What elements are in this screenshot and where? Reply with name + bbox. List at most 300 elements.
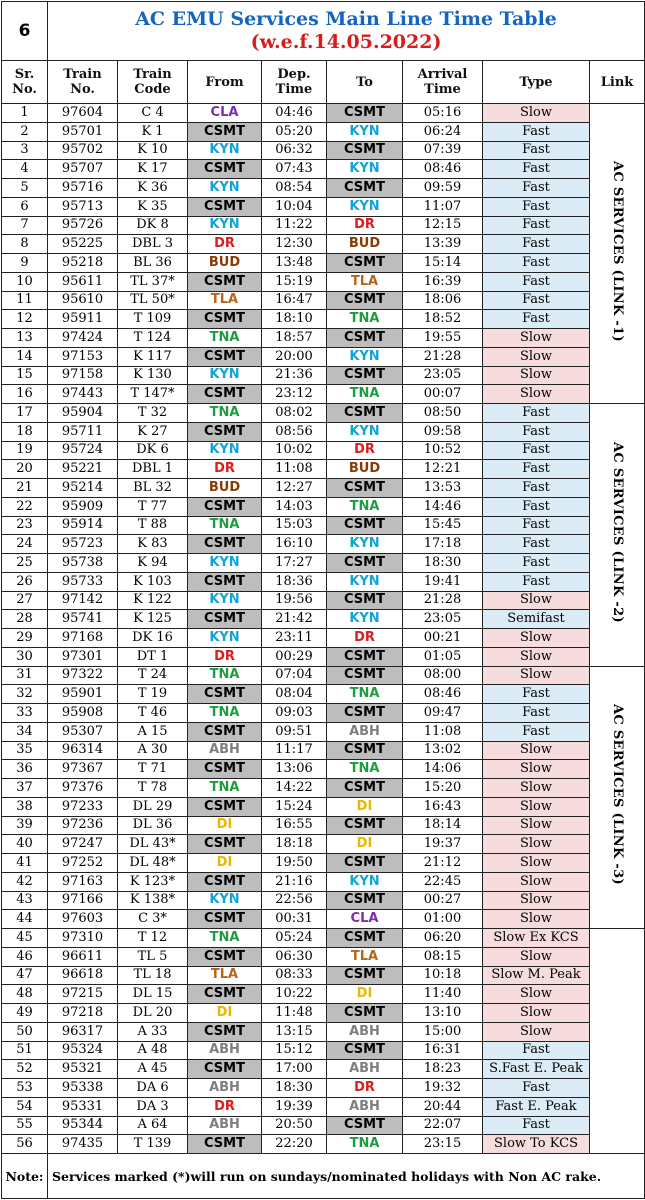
to-station-cell: TNA	[327, 385, 403, 404]
from-station-cell: TNA	[188, 516, 262, 535]
train-no-cell: 95716	[48, 179, 118, 198]
dep-time-cell: 13:48	[262, 254, 327, 273]
type-cell: Fast	[483, 535, 590, 554]
arrival-time-cell: 00:27	[403, 891, 483, 910]
to-station-cell: CSMT	[327, 704, 403, 723]
train-no-cell: 95909	[48, 497, 118, 516]
train-code-cell: DK 6	[118, 441, 188, 460]
link-group-cell	[590, 104, 645, 404]
from-station-cell: ABH	[188, 1116, 262, 1135]
from-station-cell: ABH	[188, 1079, 262, 1098]
sr-no-cell: 19	[2, 441, 48, 460]
dep-time-cell: 06:32	[262, 141, 327, 160]
train-code-cell: TL 18	[118, 966, 188, 985]
train-code-cell: K 138*	[118, 891, 188, 910]
table-row	[2, 685, 645, 704]
from-station-cell: DI	[188, 1004, 262, 1023]
from-station-cell: CSMT	[188, 797, 262, 816]
type-cell: Fast	[483, 460, 590, 479]
to-station-cell: CSMT	[327, 929, 403, 948]
train-no-cell: 95344	[48, 1116, 118, 1135]
page-number: 6	[2, 2, 48, 61]
to-station-cell: CLA	[327, 910, 403, 929]
from-station-cell: CSMT	[188, 872, 262, 891]
train-no-cell: 97367	[48, 760, 118, 779]
table-row	[2, 366, 645, 385]
train-code-cell: DL 48*	[118, 854, 188, 873]
arrival-time-cell: 08:15	[403, 947, 483, 966]
train-code-cell: K 1	[118, 122, 188, 141]
table-row	[2, 479, 645, 498]
type-cell: Fast	[483, 272, 590, 291]
table-row	[2, 1004, 645, 1023]
timetable	[1, 1, 645, 1199]
dep-time-cell: 20:50	[262, 1116, 327, 1135]
arrival-time-cell: 22:45	[403, 872, 483, 891]
table-row	[2, 1097, 645, 1116]
from-station-cell: ABH	[188, 1041, 262, 1060]
type-cell: Fast	[483, 404, 590, 423]
dep-time-cell: 08:54	[262, 179, 327, 198]
header-sr-no: Sr. No.	[2, 61, 48, 104]
table-row	[2, 254, 645, 273]
arrival-time-cell: 13:02	[403, 741, 483, 760]
train-no-cell: 95733	[48, 572, 118, 591]
train-no-cell: 97376	[48, 779, 118, 798]
to-station-cell: CSMT	[327, 816, 403, 835]
type-cell: Fast	[483, 572, 590, 591]
dep-time-cell: 00:31	[262, 910, 327, 929]
arrival-time-cell: 00:21	[403, 629, 483, 648]
table-row	[2, 422, 645, 441]
to-station-cell: KYN	[327, 572, 403, 591]
from-station-cell: DI	[188, 816, 262, 835]
arrival-time-cell: 09:59	[403, 179, 483, 198]
from-station-cell: KYN	[188, 141, 262, 160]
type-cell: Fast	[483, 141, 590, 160]
type-cell: Slow	[483, 891, 590, 910]
train-code-cell: A 30	[118, 741, 188, 760]
train-code-cell: K 27	[118, 422, 188, 441]
arrival-time-cell: 12:21	[403, 460, 483, 479]
train-code-cell: T 24	[118, 666, 188, 685]
type-cell: Fast	[483, 685, 590, 704]
arrival-time-cell: 22:07	[403, 1116, 483, 1135]
title-cell	[48, 2, 645, 61]
to-station-cell: KYN	[327, 872, 403, 891]
from-station-cell: BUD	[188, 254, 262, 273]
to-station-cell: CSMT	[327, 779, 403, 798]
arrival-time-cell: 08:50	[403, 404, 483, 423]
train-code-cell: DBL 1	[118, 460, 188, 479]
type-cell: Slow	[483, 104, 590, 123]
to-station-cell: CSMT	[327, 254, 403, 273]
dep-time-cell: 21:36	[262, 366, 327, 385]
train-no-cell: 95221	[48, 460, 118, 479]
to-station-cell: TNA	[327, 310, 403, 329]
dep-time-cell: 11:22	[262, 216, 327, 235]
to-station-cell: TNA	[327, 685, 403, 704]
sr-no-cell: 27	[2, 591, 48, 610]
dep-time-cell: 09:03	[262, 704, 327, 723]
arrival-time-cell: 16:39	[403, 272, 483, 291]
sr-no-cell: 38	[2, 797, 48, 816]
train-code-cell: DK 16	[118, 629, 188, 648]
from-station-cell: CSMT	[188, 1135, 262, 1154]
table-row	[2, 704, 645, 723]
sr-no-cell: 29	[2, 629, 48, 648]
table-row	[2, 629, 645, 648]
train-code-cell: A 64	[118, 1116, 188, 1135]
type-cell: Fast	[483, 722, 590, 741]
from-station-cell: CSMT	[188, 385, 262, 404]
header-type: Type	[483, 61, 590, 104]
to-station-cell: KYN	[327, 535, 403, 554]
train-no-cell: 97322	[48, 666, 118, 685]
dep-time-cell: 00:29	[262, 647, 327, 666]
dep-time-cell: 16:47	[262, 291, 327, 310]
link-group-label: AC SERVICES (LINK -1)	[610, 160, 626, 342]
from-station-cell: CSMT	[188, 985, 262, 1004]
header-from: From	[188, 61, 262, 104]
train-no-cell: 97301	[48, 647, 118, 666]
from-station-cell: CSMT	[188, 160, 262, 179]
from-station-cell: CSMT	[188, 272, 262, 291]
to-station-cell: DR	[327, 441, 403, 460]
dep-time-cell: 07:43	[262, 160, 327, 179]
type-cell: Slow	[483, 1004, 590, 1023]
from-station-cell: DR	[188, 1097, 262, 1116]
from-station-cell: DI	[188, 854, 262, 873]
table-row	[2, 404, 645, 423]
from-station-cell: CSMT	[188, 610, 262, 629]
from-station-cell: TNA	[188, 779, 262, 798]
sr-no-cell: 53	[2, 1079, 48, 1098]
dep-time-cell: 11:48	[262, 1004, 327, 1023]
sr-no-cell: 7	[2, 216, 48, 235]
table-row	[2, 947, 645, 966]
dep-time-cell: 16:10	[262, 535, 327, 554]
sr-no-cell: 35	[2, 741, 48, 760]
train-code-cell: DL 15	[118, 985, 188, 1004]
dep-time-cell: 11:08	[262, 460, 327, 479]
to-station-cell: TLA	[327, 947, 403, 966]
train-code-cell: TL 5	[118, 947, 188, 966]
to-station-cell: BUD	[327, 235, 403, 254]
page-subtitle: (w.e.f.14.05.2022)	[250, 31, 442, 53]
train-code-cell: DBL 3	[118, 235, 188, 254]
from-station-cell: KYN	[188, 891, 262, 910]
dep-time-cell: 13:06	[262, 760, 327, 779]
arrival-time-cell: 08:46	[403, 685, 483, 704]
arrival-time-cell: 08:46	[403, 160, 483, 179]
note-row	[2, 1154, 645, 1199]
dep-time-cell: 13:15	[262, 1022, 327, 1041]
sr-no-cell: 14	[2, 347, 48, 366]
type-cell: Fast	[483, 1041, 590, 1060]
to-station-cell: KYN	[327, 197, 403, 216]
table-row	[2, 516, 645, 535]
sr-no-cell: 45	[2, 929, 48, 948]
table-row	[2, 441, 645, 460]
train-no-cell: 95724	[48, 441, 118, 460]
to-station-cell: KYN	[327, 422, 403, 441]
train-no-cell: 97310	[48, 929, 118, 948]
train-no-cell: 96317	[48, 1022, 118, 1041]
arrival-time-cell: 14:46	[403, 497, 483, 516]
table-row	[2, 310, 645, 329]
table-row	[2, 610, 645, 629]
table-row	[2, 929, 645, 948]
arrival-time-cell: 10:52	[403, 441, 483, 460]
train-code-cell: T 88	[118, 516, 188, 535]
header-to: To	[327, 61, 403, 104]
to-station-cell: KYN	[327, 610, 403, 629]
to-station-cell: TNA	[327, 1135, 403, 1154]
sr-no-cell: 43	[2, 891, 48, 910]
arrival-time-cell: 18:30	[403, 554, 483, 573]
to-station-cell: CSMT	[327, 1004, 403, 1023]
to-station-cell: TNA	[327, 760, 403, 779]
type-cell: Slow	[483, 797, 590, 816]
dep-time-cell: 17:27	[262, 554, 327, 573]
table-row	[2, 797, 645, 816]
arrival-time-cell: 21:28	[403, 591, 483, 610]
sr-no-cell: 42	[2, 872, 48, 891]
sr-no-cell: 16	[2, 385, 48, 404]
sr-no-cell: 31	[2, 666, 48, 685]
to-station-cell: CSMT	[327, 291, 403, 310]
train-no-cell: 95726	[48, 216, 118, 235]
type-cell: Fast	[483, 441, 590, 460]
type-cell: Slow	[483, 910, 590, 929]
to-station-cell: CSMT	[327, 1116, 403, 1135]
dep-time-cell: 18:10	[262, 310, 327, 329]
table-row	[2, 535, 645, 554]
from-station-cell: TNA	[188, 704, 262, 723]
to-station-cell: TNA	[327, 497, 403, 516]
dep-time-cell: 23:11	[262, 629, 327, 648]
table-row	[2, 1135, 645, 1154]
dep-time-cell: 19:39	[262, 1097, 327, 1116]
dep-time-cell: 12:30	[262, 235, 327, 254]
from-station-cell: KYN	[188, 629, 262, 648]
type-cell: Slow M. Peak	[483, 966, 590, 985]
dep-time-cell: 21:42	[262, 610, 327, 629]
to-station-cell: KYN	[327, 160, 403, 179]
link-group-cell	[590, 404, 645, 667]
dep-time-cell: 04:46	[262, 104, 327, 123]
table-row	[2, 160, 645, 179]
type-cell: Slow	[483, 385, 590, 404]
dep-time-cell: 05:24	[262, 929, 327, 948]
table-row	[2, 1116, 645, 1135]
train-code-cell: K 122	[118, 591, 188, 610]
dep-time-cell: 15:03	[262, 516, 327, 535]
arrival-time-cell: 12:15	[403, 216, 483, 235]
train-code-cell: T 46	[118, 704, 188, 723]
dep-time-cell: 15:19	[262, 272, 327, 291]
arrival-time-cell: 20:44	[403, 1097, 483, 1116]
sr-no-cell: 49	[2, 1004, 48, 1023]
train-no-cell: 95713	[48, 197, 118, 216]
table-row	[2, 910, 645, 929]
table-row	[2, 122, 645, 141]
arrival-time-cell: 19:32	[403, 1079, 483, 1098]
table-row	[2, 141, 645, 160]
table-row	[2, 1041, 645, 1060]
from-station-cell: CSMT	[188, 835, 262, 854]
arrival-time-cell: 01:00	[403, 910, 483, 929]
train-code-cell: C 4	[118, 104, 188, 123]
train-code-cell: DL 20	[118, 1004, 188, 1023]
sr-no-cell: 1	[2, 104, 48, 123]
arrival-time-cell: 11:07	[403, 197, 483, 216]
arrival-time-cell: 07:39	[403, 141, 483, 160]
train-code-cell: K 103	[118, 572, 188, 591]
table-row	[2, 666, 645, 685]
train-no-cell: 97603	[48, 910, 118, 929]
train-no-cell: 95707	[48, 160, 118, 179]
arrival-time-cell: 00:07	[403, 385, 483, 404]
dep-time-cell: 17:00	[262, 1060, 327, 1079]
arrival-time-cell: 18:14	[403, 816, 483, 835]
train-no-cell: 95225	[48, 235, 118, 254]
train-no-cell: 97424	[48, 329, 118, 348]
train-no-cell: 95914	[48, 516, 118, 535]
type-cell: Fast	[483, 479, 590, 498]
table-row	[2, 1060, 645, 1079]
train-no-cell: 95214	[48, 479, 118, 498]
type-cell: Slow	[483, 347, 590, 366]
dep-time-cell: 10:04	[262, 197, 327, 216]
train-no-cell: 96611	[48, 947, 118, 966]
train-no-cell: 95321	[48, 1060, 118, 1079]
arrival-time-cell: 06:24	[403, 122, 483, 141]
type-cell: Fast	[483, 122, 590, 141]
table-row	[2, 291, 645, 310]
to-station-cell: CSMT	[327, 741, 403, 760]
type-cell: Fast	[483, 310, 590, 329]
dep-time-cell: 19:56	[262, 591, 327, 610]
train-no-cell: 95331	[48, 1097, 118, 1116]
table-row	[2, 760, 645, 779]
arrival-time-cell: 18:06	[403, 291, 483, 310]
from-station-cell: KYN	[188, 216, 262, 235]
sr-no-cell: 37	[2, 779, 48, 798]
to-station-cell: DI	[327, 985, 403, 1004]
dep-time-cell: 20:00	[262, 347, 327, 366]
from-station-cell: CSMT	[188, 947, 262, 966]
dep-time-cell: 23:12	[262, 385, 327, 404]
type-cell: Fast	[483, 704, 590, 723]
dep-time-cell: 14:22	[262, 779, 327, 798]
from-station-cell: CSMT	[188, 760, 262, 779]
header-arrival-time: Arrival Time	[403, 61, 483, 104]
arrival-time-cell: 23:15	[403, 1135, 483, 1154]
train-no-cell: 97153	[48, 347, 118, 366]
train-code-cell: K 10	[118, 141, 188, 160]
table-row	[2, 197, 645, 216]
from-station-cell: KYN	[188, 179, 262, 198]
from-station-cell: DR	[188, 460, 262, 479]
train-no-cell: 97168	[48, 629, 118, 648]
train-no-cell: 95908	[48, 704, 118, 723]
to-station-cell: KYN	[327, 122, 403, 141]
sr-no-cell: 33	[2, 704, 48, 723]
arrival-time-cell: 19:37	[403, 835, 483, 854]
dep-time-cell: 14:03	[262, 497, 327, 516]
arrival-time-cell: 16:43	[403, 797, 483, 816]
dep-time-cell: 12:27	[262, 479, 327, 498]
train-code-cell: T 139	[118, 1135, 188, 1154]
train-code-cell: DA 6	[118, 1079, 188, 1098]
sr-no-cell: 5	[2, 179, 48, 198]
arrival-time-cell: 05:16	[403, 104, 483, 123]
type-cell: Fast	[483, 197, 590, 216]
to-station-cell: CSMT	[327, 329, 403, 348]
page-title: AC EMU Services Main Line Time Table	[135, 8, 557, 30]
type-cell: S.Fast E. Peak	[483, 1060, 590, 1079]
from-station-cell: TLA	[188, 966, 262, 985]
table-row	[2, 872, 645, 891]
sr-no-cell: 15	[2, 366, 48, 385]
sr-no-cell: 18	[2, 422, 48, 441]
train-code-cell: K 36	[118, 179, 188, 198]
train-no-cell: 95901	[48, 685, 118, 704]
train-no-cell: 97218	[48, 1004, 118, 1023]
train-code-cell: K 94	[118, 554, 188, 573]
to-station-cell: DR	[327, 216, 403, 235]
table-row	[2, 179, 645, 198]
train-no-cell: 95904	[48, 404, 118, 423]
train-code-cell: DL 29	[118, 797, 188, 816]
type-cell: Slow	[483, 1022, 590, 1041]
link-group-label: AC SERVICES (LINK -2)	[610, 441, 626, 623]
type-cell: Fast	[483, 254, 590, 273]
train-no-cell: 97435	[48, 1135, 118, 1154]
from-station-cell: ABH	[188, 741, 262, 760]
arrival-time-cell: 17:18	[403, 535, 483, 554]
train-no-cell: 96618	[48, 966, 118, 985]
type-cell: Fast	[483, 216, 590, 235]
dep-time-cell: 22:20	[262, 1135, 327, 1154]
dep-time-cell: 06:30	[262, 947, 327, 966]
arrival-time-cell: 14:06	[403, 760, 483, 779]
header-link: Link	[590, 61, 645, 104]
train-no-cell: 97215	[48, 985, 118, 1004]
train-no-cell: 95218	[48, 254, 118, 273]
sr-no-cell: 51	[2, 1041, 48, 1060]
sr-no-cell: 34	[2, 722, 48, 741]
sr-no-cell: 56	[2, 1135, 48, 1154]
header-train-no: Train No.	[48, 61, 118, 104]
train-code-cell: K 35	[118, 197, 188, 216]
sr-no-cell: 47	[2, 966, 48, 985]
note-label: Note:	[2, 1154, 48, 1199]
sr-no-cell: 10	[2, 272, 48, 291]
to-station-cell: CSMT	[327, 554, 403, 573]
from-station-cell: KYN	[188, 591, 262, 610]
arrival-time-cell: 19:55	[403, 329, 483, 348]
type-cell: Slow	[483, 779, 590, 798]
type-cell: Slow	[483, 629, 590, 648]
arrival-time-cell: 15:14	[403, 254, 483, 273]
table-row	[2, 835, 645, 854]
table-row	[2, 572, 645, 591]
arrival-time-cell: 11:08	[403, 722, 483, 741]
train-no-cell: 97163	[48, 872, 118, 891]
